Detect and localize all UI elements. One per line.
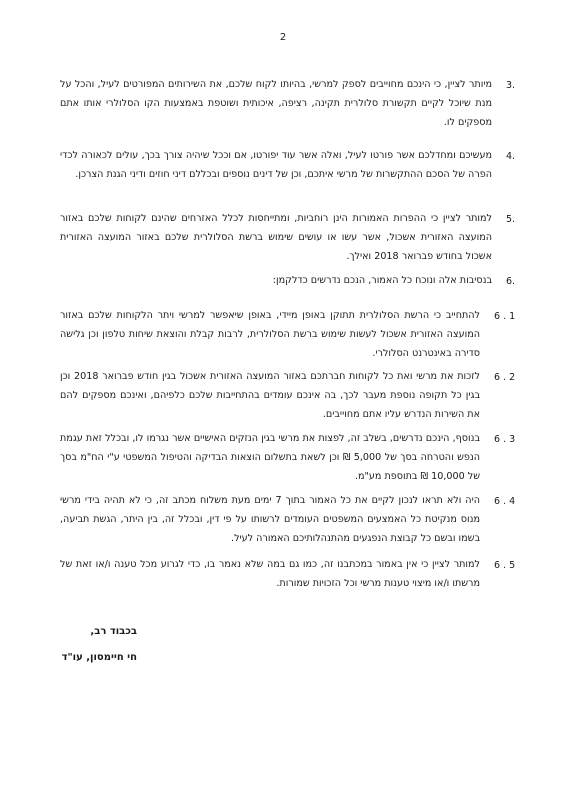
subparagraph-number: 6 . 5 bbox=[494, 560, 516, 571]
signer-name: חי חיימסון, עו"ד bbox=[61, 652, 137, 663]
paragraph-text: למותר לציין כי ההפרות האמורות הינן רוחביות, ומתייחסות לכלל האזרחים שהינם לקוחות שלכם באזור המועצה האזורית אשכול, אשר עשו או עושים שימוש ברשת הסלולרית שלכם באזור המועצה האזורית אשכול בחודש פברואר 2018 ואילך. bbox=[60, 213, 492, 262]
subparagraph-text: לזכות את מרשי ואת כל לקוחות חברתכם באזור המועצה האזורית אשכול בגין חודש פברואר 2018 וכן בגין כל תקופה נוספת מעבר לכך, בה אינכם עומדים בהתחייבות שלכם כלפיהם, ואינכם מספקים להם את השירות הנדרש עליו אתם מחוייבים. bbox=[60, 371, 480, 420]
paragraph-text: בנסיבות אלה ונוכח כל האמור, הנכם נדרשים כדלקמן: bbox=[272, 275, 492, 286]
subparagraph-text: בנוסף, הינכם נדרשים, בשלב זה, לפצות את מרשי בגין הנזקים האישיים אשר נגרמו לו, ובכלל זאת עגמת הנפש והטרחה בסך של 5,000 ₪ וכן לשאת בתשלום הוצאות הבדיקה והטיפול המשפטי ע"י הח"מ בסך של 10,000 ₪ בתוספת מע"מ. bbox=[60, 433, 481, 482]
closing-regards: בכבוד רב, bbox=[90, 626, 137, 637]
subparagraph-text: להתחייב כי הרשת הסלולרית תתוקן באופן מיידי, באופן שיאפשר למרשי ויתר הלקוחות שלכם באזור המועצה האזורית אשכול לעשות שימוש ברשת הסלולרית, לרבות קבלת והוצאת שיחות טלפון וכן גלישה סדירה באינטרנט הסלולרי. bbox=[60, 310, 480, 359]
paragraph-text: מעשיכם ומחדלכם אשר פורטו לעיל, ואלה אשר עוד יפורטו, אם וככל שיהיה צורך בכך, עולים לכאורה לכדי הפרה של הסכם ההתקשרות של מרשי איתכם, וכן של דינים נוספים ובכללם דיני חוזים ודיני הגנת הצרכן. bbox=[60, 150, 492, 180]
paragraph-text: מיותר לציין, כי הינכם מחוייבים לספק למרשי, בהיותו לקוח שלכם, את השירותים המפורטים לעיל, והכל על מנת שיוכל לקיים תקשורת סלולרית תקינה, רציפה, איכותית ושוטפת באמצעות הקו הסלולרי אותו אתם מספקים לו. bbox=[60, 79, 492, 128]
page-number: 2 bbox=[279, 32, 287, 43]
paragraph-number: 4. bbox=[506, 151, 516, 162]
subparagraph-number: 6 . 3 bbox=[494, 434, 516, 445]
subparagraph-text: היה ולא תראו לנכון לקיים את כל האמור בתוך 7 ימים מעת משלוח מכתב זה, כי לא תהיה בידי מרשי מנוס מנקיטת כל האמצעים המשפטים העומדים לרשותו על פי דין, ובכלל זה, בין היתר, הגשת תביעה, בשמו ובשם כל קבוצת הנפגעים מהתנהלותיכם האמורה לעיל. bbox=[60, 495, 480, 544]
paragraph-number: 6. bbox=[506, 276, 516, 287]
subparagraph-number: 6 . 1 bbox=[494, 311, 516, 322]
paragraph-number: 5. bbox=[506, 214, 516, 225]
subparagraph-number: 6 . 4 bbox=[494, 496, 516, 507]
paragraph-number: 3. bbox=[506, 80, 516, 91]
subparagraph-text: למותר לציין כי אין באמור במכתבנו זה, כמו גם במה שלא נאמר בו, כדי לגרוע מכל טענה ו/או זאת של מרשתו ו/או מיצוי טענות מרשי וכל הזכויות שמורות. bbox=[60, 559, 480, 589]
subparagraph-number: 6 . 2 bbox=[494, 372, 516, 383]
